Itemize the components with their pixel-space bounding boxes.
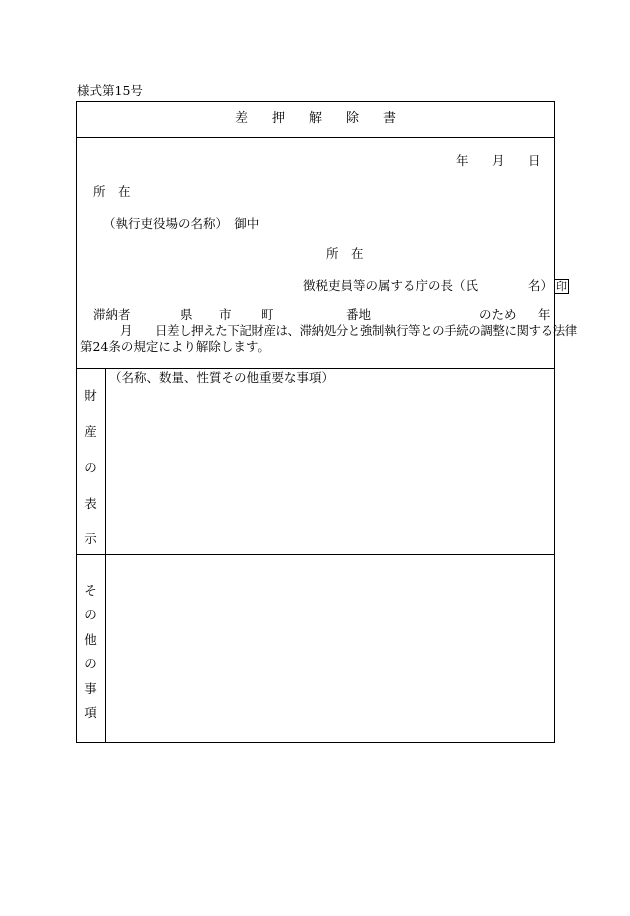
body-text-line3: 第24条の規定により解除します。 [80,339,270,354]
label-char: 財 [84,388,97,403]
form-number: 様式第15号 [77,83,143,98]
body-town: 町 [261,307,274,322]
label-char: 事 [84,681,97,696]
body-debtor: 滞納者 [93,307,131,322]
sender-location-label: 所 在 [326,246,364,261]
title-char: 除 [346,111,360,126]
label-char: 項 [84,705,97,720]
document-title [76,112,555,125]
property-hint: （名称、数量、性質その他重要な事項） [109,370,335,385]
label-char: の [84,460,97,475]
body-prefecture: 県 [180,307,193,322]
body-text-line2: 日差し押えた下記財産は、滞納処分と強制執行等との手続の調整に関する法律 [155,323,577,338]
title-divider [76,137,555,138]
body-month: 月 [120,323,133,338]
body-city: 市 [219,307,232,322]
label-char: 表 [84,496,97,511]
label-column-divider [105,368,106,743]
label-char: の [84,656,97,671]
title-char: 差 [234,111,248,126]
body-year: 年 [538,307,551,322]
title-char: 解 [308,111,322,126]
body-reason: のため [479,307,517,322]
form-frame [76,101,555,743]
label-char: 示 [84,531,97,546]
label-char: 産 [84,424,97,439]
body-address-number: 番地 [346,307,372,322]
label-char: の [84,607,97,622]
label-char: そ [84,583,97,598]
label-char: 他 [84,632,97,647]
body-divider [76,368,555,369]
sender-name-line [303,279,569,294]
sender-name-text: 徴税吏員等の属する庁の長（氏 名） [303,278,554,293]
property-divider [76,554,555,555]
addressee-office-name: （執行吏役場の名称） 御中 [103,216,260,231]
property-label [76,368,105,554]
addressee-location-label: 所 在 [93,184,131,199]
date-month: 月 [492,153,505,168]
seal-mark: 印 [556,280,568,293]
date-year: 年 [456,153,469,168]
title-char: 書 [383,111,397,126]
title-char: 押 [271,111,285,126]
date-day: 日 [528,153,541,168]
other-matters-label [76,554,105,743]
